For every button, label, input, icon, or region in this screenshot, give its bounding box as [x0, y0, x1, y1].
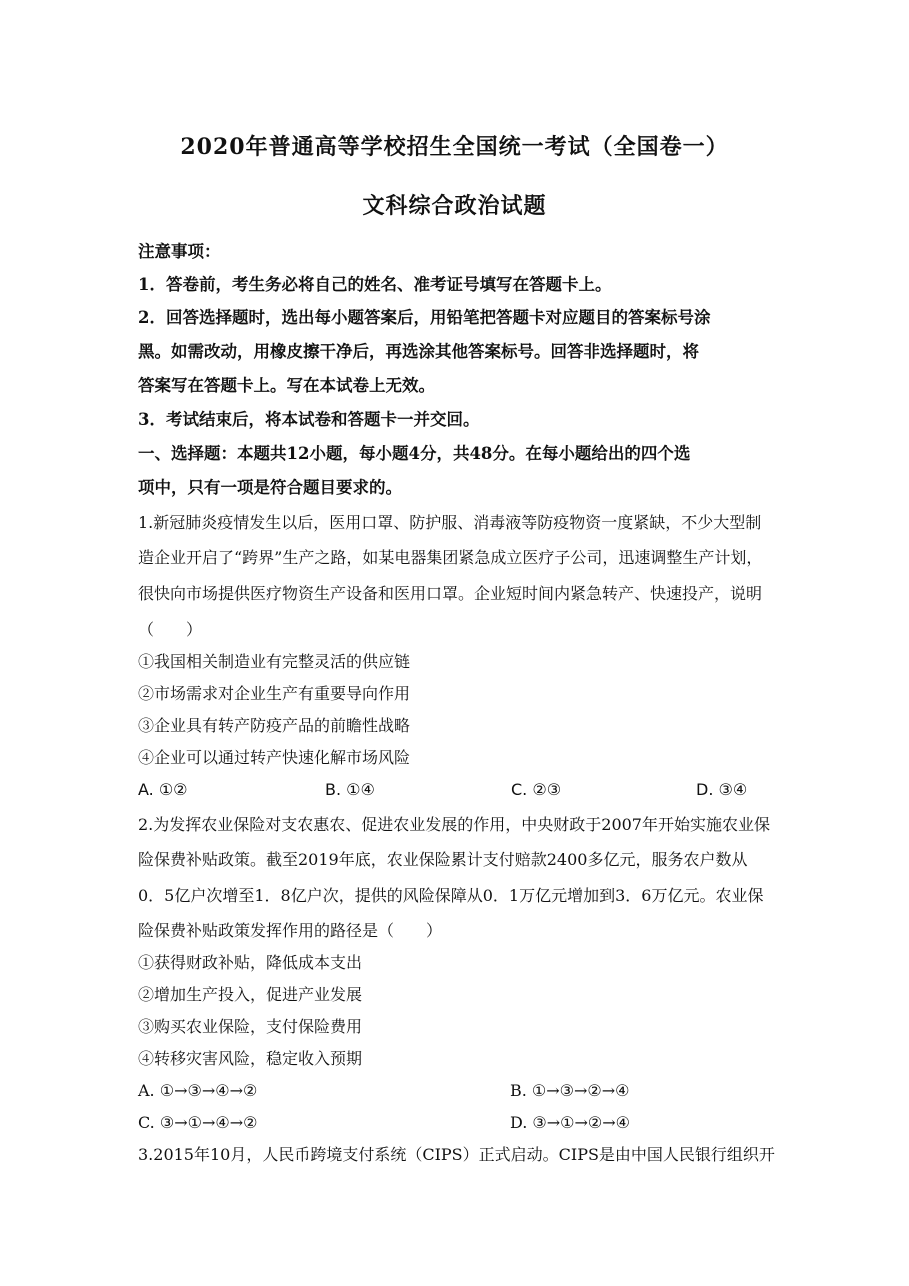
q1-option-a[interactable]: A. ①②: [138, 780, 188, 799]
q2-statement-2: ②增加生产投入，促进产业发展: [138, 985, 363, 1004]
q1-stem-line-3: 很快向市场提供医疗物资生产设备和医用口罩。企业短时间内紧急转产、快速投产，说明: [138, 584, 763, 603]
notice-item-2-line-2: 黑。如需改动，用橡皮擦干净后，再选涂其他答案标号。回答非选择题时，将: [138, 342, 699, 361]
q1-statement-3: ③企业具有转产防疫产品的前瞻性战略: [138, 716, 411, 735]
notice-heading: 注意事项：: [138, 242, 221, 261]
notice-item-2-line-3: 答案写在答题卡上。写在本试卷上无效。: [138, 376, 435, 395]
q2-option-b[interactable]: B. ①→③→②→④: [510, 1081, 630, 1100]
q1-option-d[interactable]: D. ③④: [696, 780, 748, 799]
notice-item-1: 1．答卷前，考生务必将自己的姓名、准考证号填写在答题卡上。: [138, 275, 612, 294]
q3-stem-line-1: 3.2015年10月，人民币跨境支付系统（CIPS）正式启动。CIPS是由中国人民银行组织开: [138, 1145, 775, 1164]
notice-item-2-line-1: 2．回答选择题时，选出每小题答案后，用铅笔把答题卡对应题目的答案标号涂: [138, 308, 711, 327]
q2-stem-line-1: 2.为发挥农业保险对支农惠农、促进农业发展的作用，中央财政于2007年开始实施农业保: [138, 815, 770, 834]
q1-statement-4: ④企业可以通过转产快速化解市场风险: [138, 748, 411, 767]
q1-stem-line-2: 造企业开启了“跨界”生产之路，如某电器集团紧急成立医疗子公司，迅速调整生产计划，: [138, 548, 763, 567]
notice-item-3: 3．考试结束后，将本试卷和答题卡一并交回。: [138, 410, 480, 429]
q2-statement-1: ①获得财政补贴，降低成本支出: [138, 953, 363, 972]
section-heading-line-2: 项中，只有一项是符合题目要求的。: [138, 478, 402, 497]
q2-option-a[interactable]: A. ①→③→④→②: [138, 1081, 258, 1100]
q2-stem-line-2: 险保费补贴政策。截至2019年底，农业保险累计支付赔款2400多亿元，服务农户数从: [138, 850, 748, 869]
q2-statement-3: ③购买农业保险，支付保险费用: [138, 1017, 363, 1036]
q2-stem-line-4: 险保费补贴政策发挥作用的路径是（ ）: [138, 921, 443, 940]
q1-statement-2: ②市场需求对企业生产有重要导向作用: [138, 684, 411, 703]
q1-answer-bracket: （ ）: [138, 620, 203, 639]
q1-stem-line-1: 1.新冠肺炎疫情发生以后，医用口罩、防护服、消毒液等防疫物资一度紧缺，不少大型制: [138, 513, 762, 532]
section-heading-line-1: 一、选择题：本题共12小题，每小题4分，共48分。在每小题给出的四个选: [138, 444, 691, 463]
q1-statement-1: ①我国相关制造业有完整灵活的供应链: [138, 652, 411, 671]
q2-stem-line-3: 0．5亿户次增至1．8亿户次，提供的风险保障从0．1万亿元增加到3．6万亿元。农业保: [138, 886, 764, 905]
q1-option-c[interactable]: C. ②③: [511, 780, 562, 799]
q2-option-c[interactable]: C. ③→①→④→②: [138, 1113, 258, 1132]
q2-statement-4: ④转移灾害风险，稳定收入预期: [138, 1049, 363, 1068]
q1-option-b[interactable]: B. ①④: [325, 780, 375, 799]
exam-subtitle: 文科综合政治试题: [362, 193, 547, 219]
q2-option-d[interactable]: D. ③→①→②→④: [510, 1113, 631, 1132]
exam-title: 2020年普通高等学校招生全国统一考试（全国卷一）: [180, 134, 729, 160]
